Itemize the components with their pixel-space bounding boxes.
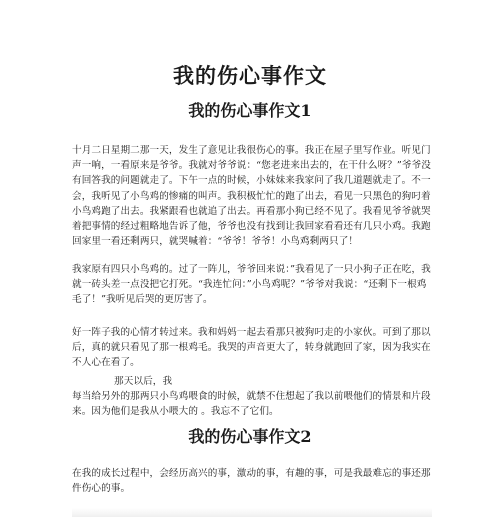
section-heading-1: 我的伤心事作文1 <box>188 101 312 120</box>
section-heading-2: 我的伤心事作文2 <box>188 427 312 446</box>
paragraph: 十月二日星期二那一天，发生了意见让我很伤心的事。我正在屋子里写作业。听见门声一响，一看原来是爷爷。我就对爷爷说：“您老进来出去的，在干什么呀？”爷爷没有回答我的问题就走了。下午一点的时候，小妹妹来我家问了我几道题就走了。不一会，我听见了小鸟鸡的惨痛的叫声。我积极忙忙的跑了出去，看见一只黑色的狗叼着小鸟鸡跑了出去。我紧跟看也就追了出去。再看那小狗已经不见了。我看见爷爷就哭着把事情的经过粗略地告诉了他，爷爷也没有找到让我回家看看还有几只小鸡。我跑回家里一看还剩两只，就哭喊着：“爷爷！爷爷！小鸟鸡剩两只了！ <box>72 145 431 248</box>
paragraph: 每当给另外的那两只小鸟鸡喂食的时候，就禁不住想起了我以前喂他们的情景和片段来。因为他们是我从小喂大的 。我忘不了它们。 <box>72 391 431 418</box>
paragraph: 我家原有四只小鸟鸡的。过了一阵儿，爷爷回来说：”我看见了一只小狗子正在吃，我就一砖头差一点没把它打死。“我连忙问：”小鸟鸡呢？”爷爷对我说：“还剩下一根鸡毛了！”我听见后哭的更厉害了。 <box>72 264 431 306</box>
paragraph: 好一阵子我的心情才转过来。我和妈妈一起去看那只被狗叼走的小家伙。可到了那以后，真的就只看见了那一根鸡毛。我哭的声音更大了，转身就跑回了家，因为我实在不人心在看了。 <box>72 327 431 369</box>
paragraph: 那天以后，我 <box>114 376 173 387</box>
page-title: 我的伤心事作文 <box>173 63 327 88</box>
page-fade <box>72 508 432 517</box>
paragraph: 在我的成长过程中，会经历高兴的事，激动的事，有趣的事，可是我最难忘的事还那件伤心的事。 <box>72 468 431 495</box>
